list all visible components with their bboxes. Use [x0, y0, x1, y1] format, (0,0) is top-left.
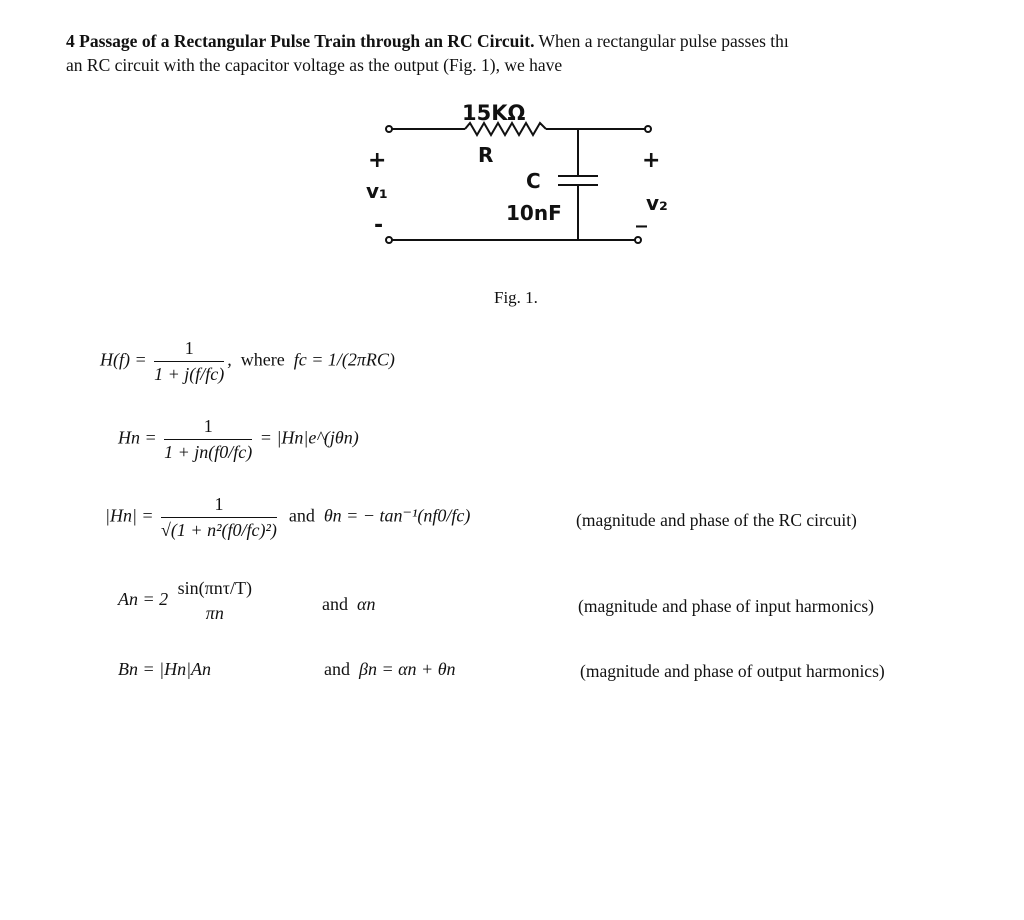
- hn-lhs: Hn =: [118, 427, 157, 448]
- resistor-value: 15KΩ: [462, 101, 526, 125]
- hn-fraction: [164, 416, 252, 463]
- hf-fraction: [154, 338, 224, 385]
- capacitor-value: 10nF: [506, 201, 562, 225]
- mag-lhs: |Hn| =: [105, 505, 154, 526]
- problem-title: Passage of a Rectangular Pulse Train through an RC Circuit.: [79, 31, 535, 51]
- output-voltage-label: v₂: [646, 191, 668, 215]
- input-phase-term: [322, 594, 375, 615]
- output-harmonics-note: (magnitude and phase of output harmonics): [580, 661, 885, 681]
- mag-and: and: [288, 505, 315, 526]
- input-voltage-label: v₁: [366, 179, 388, 203]
- hf-numerator: 1: [154, 338, 224, 362]
- an-lhs: An = 2: [118, 589, 169, 610]
- figure-caption: Fig. 1.: [494, 288, 538, 307]
- hn-numerator: 1: [164, 416, 252, 440]
- mag-fraction: [161, 494, 277, 541]
- output-minus-sign: _: [636, 203, 647, 228]
- mag-denominator: √(1 + n²(f0/fc)²): [161, 520, 277, 540]
- capacitor-label: C: [526, 169, 541, 193]
- output-terminal-top: [645, 126, 651, 132]
- input-harmonics-note: (magnitude and phase of input harmonics): [578, 596, 874, 616]
- output-plus-sign: +: [642, 148, 661, 173]
- input-minus-sign: -: [374, 213, 384, 238]
- hf-trail: ,: [227, 349, 232, 370]
- input-terminal-bottom: [386, 237, 392, 243]
- hf-where: where: [240, 349, 285, 370]
- rc-circuit-note: (magnitude and phase of the RC circuit): [576, 510, 857, 530]
- mag-numerator: 1: [161, 494, 277, 518]
- cutoff-frequency: fc = 1/(2πRC): [293, 349, 395, 370]
- harmonic-response-equation: [118, 416, 359, 463]
- output-harmonics-equation: Bn = |Hn|An: [118, 659, 212, 679]
- problem-number: 4: [66, 31, 75, 51]
- an-denominator: πn: [205, 603, 224, 623]
- output-terminal-bottom: [635, 237, 641, 243]
- an-fraction: [176, 578, 254, 624]
- magnitude-equation: [105, 494, 470, 541]
- beta-n: βn = αn + θn: [359, 659, 456, 679]
- transfer-function-equation: [100, 338, 395, 385]
- hn-denominator: 1 + jn(f0/fc): [164, 442, 253, 462]
- bn-and: and: [324, 659, 350, 679]
- an-numerator: sin(πnτ/T): [177, 578, 252, 598]
- phase-equation: θn = − tan⁻¹(nf0/fc): [323, 505, 471, 526]
- input-terminal-top: [386, 126, 392, 132]
- input-plus-sign: +: [368, 148, 387, 173]
- resistor-label: R: [478, 143, 494, 167]
- problem-intro-line2: an RC circuit with the capacitor voltage as the output (Fig. 1), we have: [66, 55, 563, 75]
- hf-lhs: H(f) =: [100, 349, 147, 370]
- rc-circuit-diagram: [360, 92, 690, 252]
- problem-intro: When a rectangular pulse passes thı: [538, 31, 789, 51]
- output-phase-term: [324, 659, 456, 680]
- problem-heading: [66, 30, 946, 52]
- an-and: and: [322, 594, 348, 614]
- input-harmonics-equation: [118, 578, 257, 624]
- hf-denominator: 1 + j(f/fc): [154, 364, 225, 384]
- hn-rhs: = |Hn|e^(jθn): [259, 427, 359, 448]
- alpha-n: αn: [357, 594, 376, 614]
